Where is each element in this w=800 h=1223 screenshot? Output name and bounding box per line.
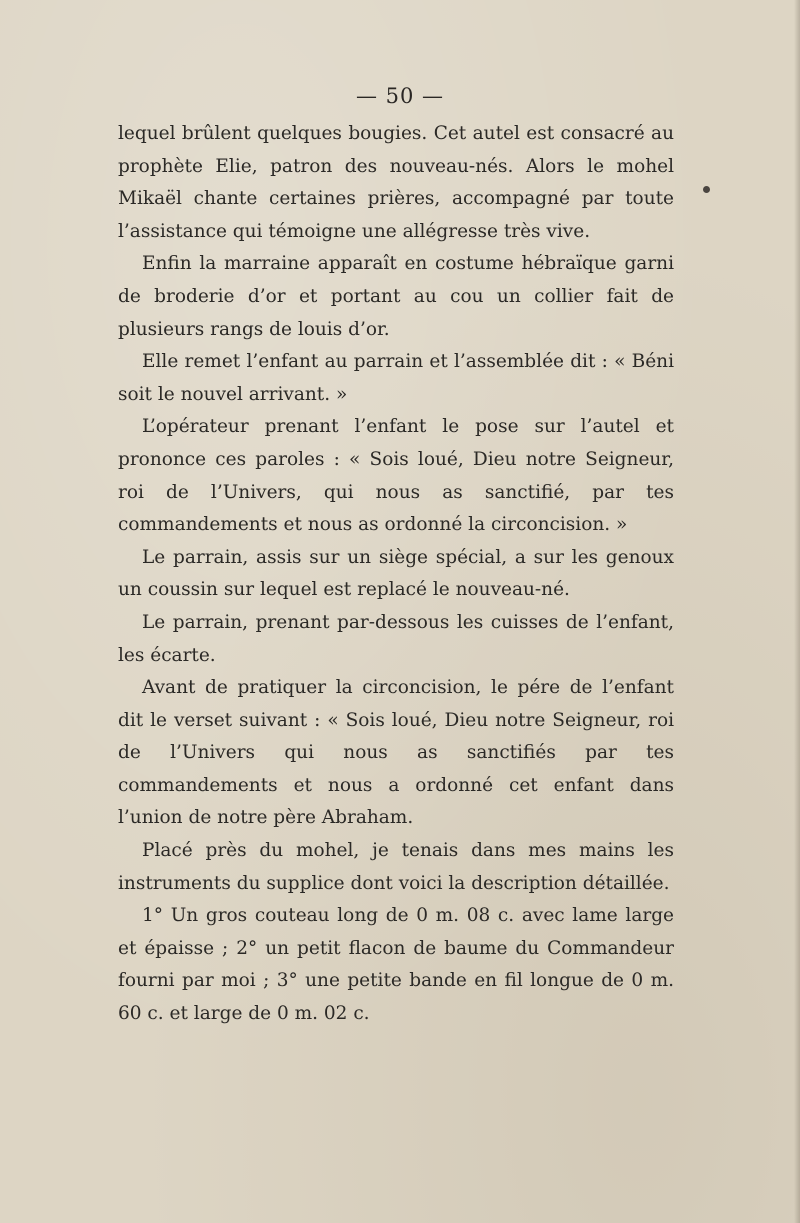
paragraph-8: Placé près du mohel, je tenais dans mes mains les instruments du supplice dont voici la description détaillée.	[118, 840, 674, 894]
paragraph-7: Avant de pratiquer la circoncision, le pére de l’enfant dit le verset suivant : « Sois loué, Dieu notre Seigneur, roi de l’Univers qui nous as sanctifiés par tes commandements et nous a ordonné cet enfant dans l’union de notre père Abraham.	[118, 677, 674, 829]
ink-speck	[703, 186, 710, 193]
paragraph-5: Le parrain, assis sur un siège spécial, a sur les genoux un coussin sur lequel est replacé le nouveau-né.	[118, 546, 674, 601]
page-number: — 50 —	[355, 84, 445, 108]
paragraph-2: Enfin la marraine apparaît en costume hébraïque garni de broderie d’or et portant au cou un collier fait de plusieurs rangs de louis d’or.	[118, 253, 674, 340]
body-text	[118, 118, 674, 1031]
paragraph-4: L’opérateur prenant l’enfant le pose sur l’autel et prononce ces paroles : « Sois loué, Dieu notre Seigneur, roi de l’Univers, qui nous as sanctifié, par tes commandements et nous as ordonné la circoncision. »	[118, 416, 674, 536]
paragraph-9: 1° Un gros couteau long de 0 m. 08 c. avec lame large et épaisse ; 2° un petit flacon de baume du Commandeur fourni par moi ; 3° une petite bande en fil longue de 0 m. 60 c. et large de 0 m. 02 c.	[118, 905, 674, 1025]
paragraph-3: Elle remet l’enfant au parrain et l’assemblée dit : « Béni soit le nouvel arrivant. »	[118, 351, 674, 405]
paragraph-6: Le parrain, prenant par-dessous les cuisses de l’enfant, les écarte.	[118, 611, 674, 666]
paragraph-1: lequel brûlent quelques bougies. Cet autel est consacré au prophète Elie, patron des nouveau-nés. Alors le mohel Mikaël chante certaines prières, accompagné par toute l’assistance qui témoigne une allégresse très vive.	[118, 123, 674, 242]
page-edge-shadow	[794, 0, 800, 1223]
